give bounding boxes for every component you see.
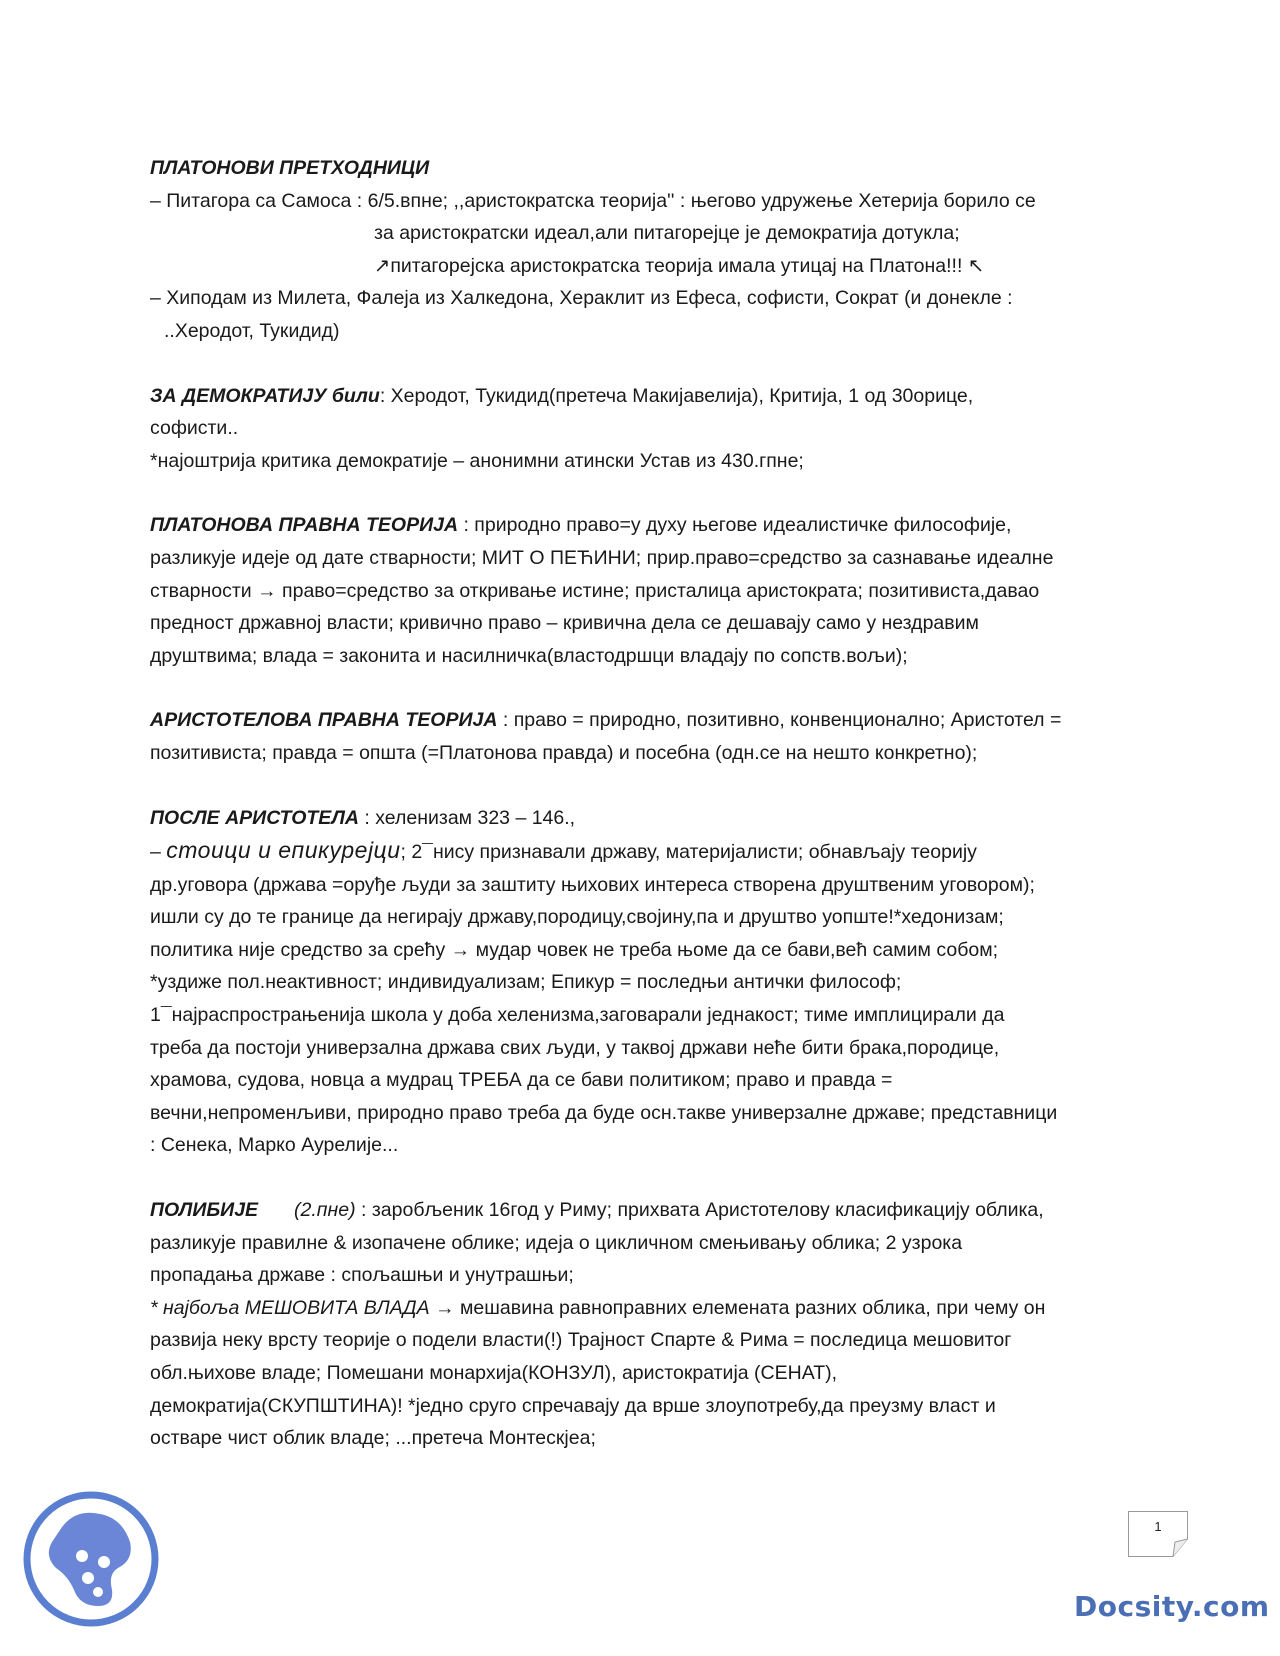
text-run: ; 2¯нису признавали државу, материјалисти; обнављају теорију bbox=[400, 841, 977, 864]
document-body bbox=[150, 152, 1140, 1455]
paragraph-first-line bbox=[150, 1194, 1140, 1227]
paragraph-first-line bbox=[150, 380, 1140, 413]
text-line: *уздиже пол.неактивност; индивидуализам; Епикур = последњи антички философ; bbox=[150, 971, 902, 994]
text-line: стварности → право=средство за откривање истине; присталица аристократа; позитивиста,давао bbox=[150, 579, 1040, 602]
section-heading: ЗА ДЕМОКРАТИЈУ били bbox=[150, 384, 380, 407]
text-run: → мешавина равноправних елемената разних облика, при чему он bbox=[429, 1296, 1046, 1319]
text-run: : заробљеник 16год у Риму; прихвата Аристотелову класификацију облика, bbox=[355, 1199, 1044, 1222]
text-line: разликује идеје од дате стварности; МИТ О ПЕЋИНИ; прир.право=средство за сазнавање идеалне bbox=[150, 546, 1054, 569]
text-line: др.уговора (држава =оруђе људи за заштиту њихових интереса створена друштвеним уговором); bbox=[150, 873, 1035, 896]
text-line: пропадања државе : спољашњи и унутрашњи; bbox=[150, 1264, 574, 1287]
text-line: *најоштрија критика демократије – анонимни атински Устав из 430.гпне; bbox=[150, 449, 804, 472]
text-line: остваре чист облик владе; ...претеча Монтескјеа; bbox=[150, 1427, 596, 1450]
text-line: предност државној власти; кривично право – кривична дела се дешавају само у нездравим bbox=[150, 612, 979, 635]
heading-sub: (2.пне) bbox=[294, 1199, 356, 1222]
text-line: позитивиста; правда = општа (=Платонова правда) и посебна (одн.се на нешто конкретно); bbox=[150, 741, 978, 764]
section-heading: ПОСЛЕ АРИСТОТЕЛА bbox=[150, 806, 360, 829]
section-heading: ПОЛИБИЈЕ bbox=[150, 1199, 259, 1222]
brand-watermark: Docsity.com bbox=[1074, 1590, 1270, 1623]
text-line: треба да постоји универзална држава свих људи, у таквој држави неће бити брака,породице, bbox=[150, 1036, 1000, 1059]
text-line: обл.њихове владе; Помешани монархија(КОНЗУЛ), аристократија (СЕНАТ), bbox=[150, 1362, 838, 1384]
text-run: : право = природно, позитивно, конвенционално; Аристотел = bbox=[497, 709, 1062, 732]
stoici-term: стоици и епикурејци bbox=[166, 837, 401, 864]
text-line: вечни,непроменљиви, природно право треба да буде осн.такве универзалне државе; представници bbox=[150, 1101, 1058, 1124]
text-line: за аристократски идеал,али питагорејце је демократија дотукла; bbox=[374, 222, 960, 245]
text-line: – Хиподам из Милета, Фалеја из Халкедона, Хераклит из Ефеса, софисти, Сократ (и донекле : bbox=[150, 287, 1013, 310]
text-line: ..Херодот, Тукидид) bbox=[164, 319, 340, 342]
text-line: софисти.. bbox=[150, 417, 239, 440]
docsity-logo-icon bbox=[22, 1490, 160, 1628]
text-run: – bbox=[150, 841, 167, 864]
page-number-tag bbox=[1128, 1511, 1188, 1557]
text-line: ишли су до те границе да негирају државу,породицу,својину,па и друштво уопште!*хедонизам; bbox=[150, 906, 1004, 929]
paragraph-first-line bbox=[150, 704, 1140, 737]
text-line: развија неку врсту теорије о подели власти(!) Трајност Спарте & Рима = последица мешовитог bbox=[150, 1329, 1012, 1352]
text-run: : хеленизам 323 – 146., bbox=[359, 806, 576, 829]
section-heading: АРИСТОТЕЛОВА ПРАВНА ТЕОРИЈА bbox=[150, 709, 498, 732]
text-line: политика није средство за срећу → мудар човек не треба њоме да се бави,већ самим собом; bbox=[150, 938, 999, 961]
text-line: храмова, судова, новца а мудрац ТРЕБА да се бави политиком; право и правда = bbox=[150, 1069, 893, 1092]
section-heading: ПЛАТОНОВА ПРАВНА ТЕОРИЈА bbox=[150, 514, 459, 537]
text-run: : Херодот, Тукидид(претеча Макијавелија), Критија, 1 од 30орице, bbox=[379, 384, 974, 407]
text-line: друштвима; влада = законита и насилничка(властодршци владају по сопств.вољи); bbox=[150, 644, 908, 667]
paragraph-first-line bbox=[150, 509, 1140, 542]
text-line: демократија(СКУПШТИНА)! *једно сруго спречавају да врше злоупотребу,да преузму власт и bbox=[150, 1394, 996, 1417]
text-line: ↗питагорејска аристократска теорија имала утицај на Платона!!! ↖ bbox=[374, 254, 985, 277]
text-line: разликује правилне & изопачене облике; идеја о цикличном смењивању облика; 2 узрока bbox=[150, 1231, 963, 1254]
text-line: 1¯најраспрострањенија школа у доба хеленизма,заговарали једнакост; тиме имплицирали да bbox=[150, 1004, 1005, 1027]
text-line: : Сенека, Марко Аурелије... bbox=[150, 1134, 399, 1157]
italic-line bbox=[150, 1292, 1140, 1325]
text-line: – Питагора са Самоса : 6/5.впне; ,,аристократска теорија'' : његово удружење Хетерија борило се bbox=[150, 189, 1036, 212]
paragraph-first-line bbox=[150, 802, 1140, 835]
text-run: : природно право=у духу његове идеалистичке философије, bbox=[458, 514, 1012, 537]
page-number: 1 bbox=[1154, 1519, 1162, 1534]
text-run-italic: * најбоља МЕШОВИТА ВЛАДА bbox=[150, 1296, 430, 1319]
stoici-line bbox=[150, 834, 1140, 869]
section-heading: ПЛАТОНОВИ ПРЕТХОДНИЦИ bbox=[150, 157, 430, 179]
